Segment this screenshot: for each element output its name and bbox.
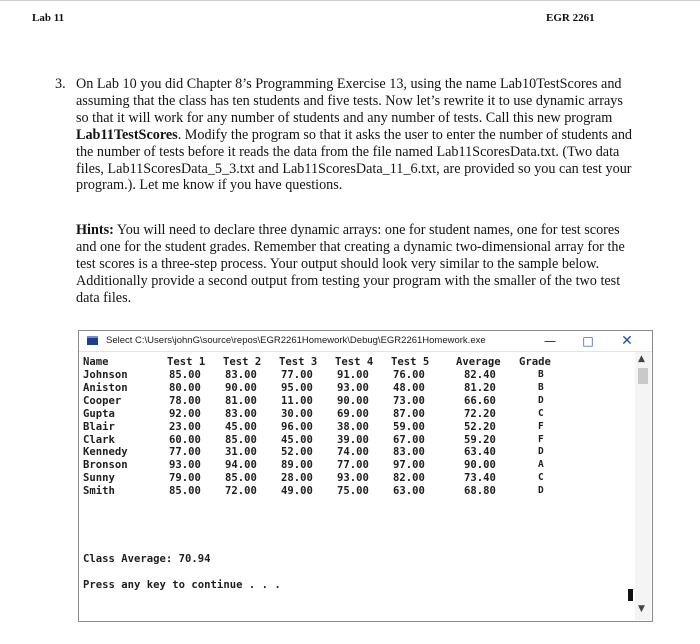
grade: D — [538, 485, 544, 497]
console-scrollbar[interactable] — [635, 352, 651, 620]
hints-label: Hints: — [76, 222, 114, 238]
question-text-part-1: On Lab 10 you did Chapter 8’s Programming Exercise 13, using the name Lab10TestScores and assuming that the class has ten students and five tests. Now let’s rewrite it to use dynamic arrays so that it will work for any number of students and any number of tests. Call this new program — [76, 76, 623, 126]
test5-score: 83.00 — [393, 446, 425, 459]
test4-score: 39.00 — [337, 433, 369, 446]
test2-score: 90.00 — [225, 381, 257, 394]
test5-score: 97.00 — [393, 459, 425, 472]
test5-score: 48.00 — [393, 381, 425, 394]
average-score: 63.40 — [464, 446, 496, 459]
grade: B — [538, 369, 544, 380]
test3-score: 30.00 — [281, 407, 313, 420]
test3-score: 11.00 — [281, 394, 313, 407]
test1-score: 23.00 — [169, 420, 201, 433]
class-average-line: Class Average: 70.94 — [83, 553, 211, 565]
grade: D — [538, 394, 544, 406]
test4-score: 93.00 — [337, 381, 369, 394]
test3-score: 77.00 — [281, 369, 313, 381]
test5-score: 87.00 — [393, 407, 425, 420]
test3-score: 89.00 — [281, 459, 313, 472]
scroll-thumb[interactable] — [638, 368, 648, 384]
test3-score: 49.00 — [281, 485, 313, 498]
test1-score: 92.00 — [169, 407, 201, 420]
grade: F — [538, 420, 544, 432]
header-right: EGR 2261 — [546, 12, 595, 24]
test5-score: 76.00 — [393, 369, 425, 381]
student-name: Aniston — [83, 381, 128, 394]
scroll-down-icon[interactable]: ▼ — [638, 604, 645, 614]
col-header-name: Name — [83, 356, 109, 368]
test1-score: 85.00 — [169, 485, 201, 498]
average-score: 66.60 — [464, 394, 496, 407]
test5-score: 63.00 — [393, 485, 425, 498]
question-paragraph — [76, 76, 636, 194]
test5-score: 67.00 — [393, 433, 425, 446]
student-name: Bronson — [83, 459, 128, 472]
test4-score: 69.00 — [337, 407, 369, 420]
average-score: 82.40 — [464, 369, 496, 381]
average-score: 72.20 — [464, 407, 496, 420]
student-name: Clark — [83, 433, 115, 446]
test1-score: 85.00 — [169, 369, 201, 381]
grade: D — [538, 446, 544, 458]
test5-score: 73.00 — [393, 394, 425, 407]
test3-score: 45.00 — [281, 433, 313, 446]
col-header-test1: Test 1 — [167, 356, 206, 368]
test2-score: 83.00 — [225, 369, 257, 381]
hints-paragraph — [76, 222, 636, 307]
test4-score: 75.00 — [337, 485, 369, 498]
col-header-test2: Test 2 — [223, 356, 262, 368]
test4-score: 93.00 — [337, 472, 369, 485]
grade: B — [538, 381, 544, 393]
col-header-test4: Test 4 — [335, 356, 374, 368]
test5-score: 59.00 — [393, 420, 425, 433]
test2-score: 83.00 — [225, 407, 257, 420]
grade: A — [538, 459, 544, 471]
test3-score: 28.00 — [281, 472, 313, 485]
test2-score: 94.00 — [225, 459, 257, 472]
test2-score: 31.00 — [225, 446, 257, 459]
test1-score: 78.00 — [169, 394, 201, 407]
student-name: Cooper — [83, 394, 122, 407]
test4-score: 38.00 — [337, 420, 369, 433]
minimize-button[interactable]: — — [544, 334, 556, 348]
test3-score: 95.00 — [281, 381, 313, 394]
test3-score: 96.00 — [281, 420, 313, 433]
console-header-row — [83, 356, 551, 368]
test4-score: 77.00 — [337, 459, 369, 472]
student-name: Kennedy — [83, 446, 128, 459]
test2-score: 85.00 — [225, 472, 257, 485]
col-header-test3: Test 3 — [279, 356, 318, 368]
student-name: Johnson — [83, 369, 128, 381]
col-header-test5: Test 5 — [391, 356, 430, 368]
average-score: 59.20 — [464, 433, 496, 446]
page-top-rule — [0, 0, 700, 1]
test1-score: 77.00 — [169, 446, 201, 459]
test1-score: 80.00 — [169, 381, 201, 394]
col-header-average: Average — [456, 356, 501, 368]
average-score: 68.80 — [464, 485, 496, 498]
console-titlebar[interactable] — [79, 331, 652, 352]
question-text-part-2: . Modify the program so that it asks the user to enter the number of students and the number of tests before it reads the data from the file named Lab11ScoresData.txt. (Two data files, Lab11ScoresData_5_3.txt and Lab11ScoresData_11_6.txt, are provided so you can test your program.). Let me know if you have questions. — [76, 126, 633, 194]
average-score: 52.20 — [464, 420, 496, 433]
program-name: Lab11TestScores — [76, 126, 178, 143]
student-name: Sunny — [83, 472, 115, 485]
test5-score: 82.00 — [393, 472, 425, 485]
student-name: Smith — [83, 485, 115, 498]
student-name: Gupta — [83, 407, 115, 420]
console-title: Select C:\Users\johnG\source\repos\EGR2261Homework\Debug\EGR2261Homework.exe — [106, 335, 486, 346]
console-window — [78, 330, 653, 622]
col-header-grade: Grade — [519, 356, 551, 368]
test2-score: 81.00 — [225, 394, 257, 407]
average-score: 81.20 — [464, 381, 496, 394]
test2-score: 72.00 — [225, 485, 257, 498]
close-button[interactable]: ✕ — [621, 333, 633, 349]
grade: C — [538, 407, 544, 419]
student-name: Blair — [83, 420, 115, 433]
average-score: 90.00 — [464, 459, 496, 472]
hints-text: You will need to declare three dynamic arrays: one for student names, one for test scores and one for the student grades. Remember that creating a dynamic two-dimensional array for the test scores is a three-step process. Your output should look very similar to the sample below. Additionally provide a second output from testing your program with the smaller of the two test data files. — [76, 222, 625, 306]
scroll-up-icon[interactable]: ▲ — [638, 354, 645, 364]
test1-score: 93.00 — [169, 459, 201, 472]
question-number: 3. — [55, 76, 66, 92]
console-cursor — [628, 589, 633, 601]
console-app-icon — [87, 336, 98, 345]
test1-score: 60.00 — [169, 433, 201, 446]
test2-score: 45.00 — [225, 420, 257, 433]
test2-score: 85.00 — [225, 433, 257, 446]
average-score: 73.40 — [464, 472, 496, 485]
header-left: Lab 11 — [32, 12, 65, 24]
grade: F — [538, 433, 544, 445]
console-output — [83, 356, 635, 618]
test4-score: 90.00 — [337, 394, 369, 407]
maximize-button[interactable]: □ — [582, 334, 594, 348]
test1-score: 79.00 — [169, 472, 201, 485]
press-key-prompt: Press any key to continue . . . — [83, 579, 281, 591]
test4-score: 91.00 — [337, 369, 369, 381]
grade: C — [538, 472, 544, 484]
test4-score: 74.00 — [337, 446, 369, 459]
test3-score: 52.00 — [281, 446, 313, 459]
